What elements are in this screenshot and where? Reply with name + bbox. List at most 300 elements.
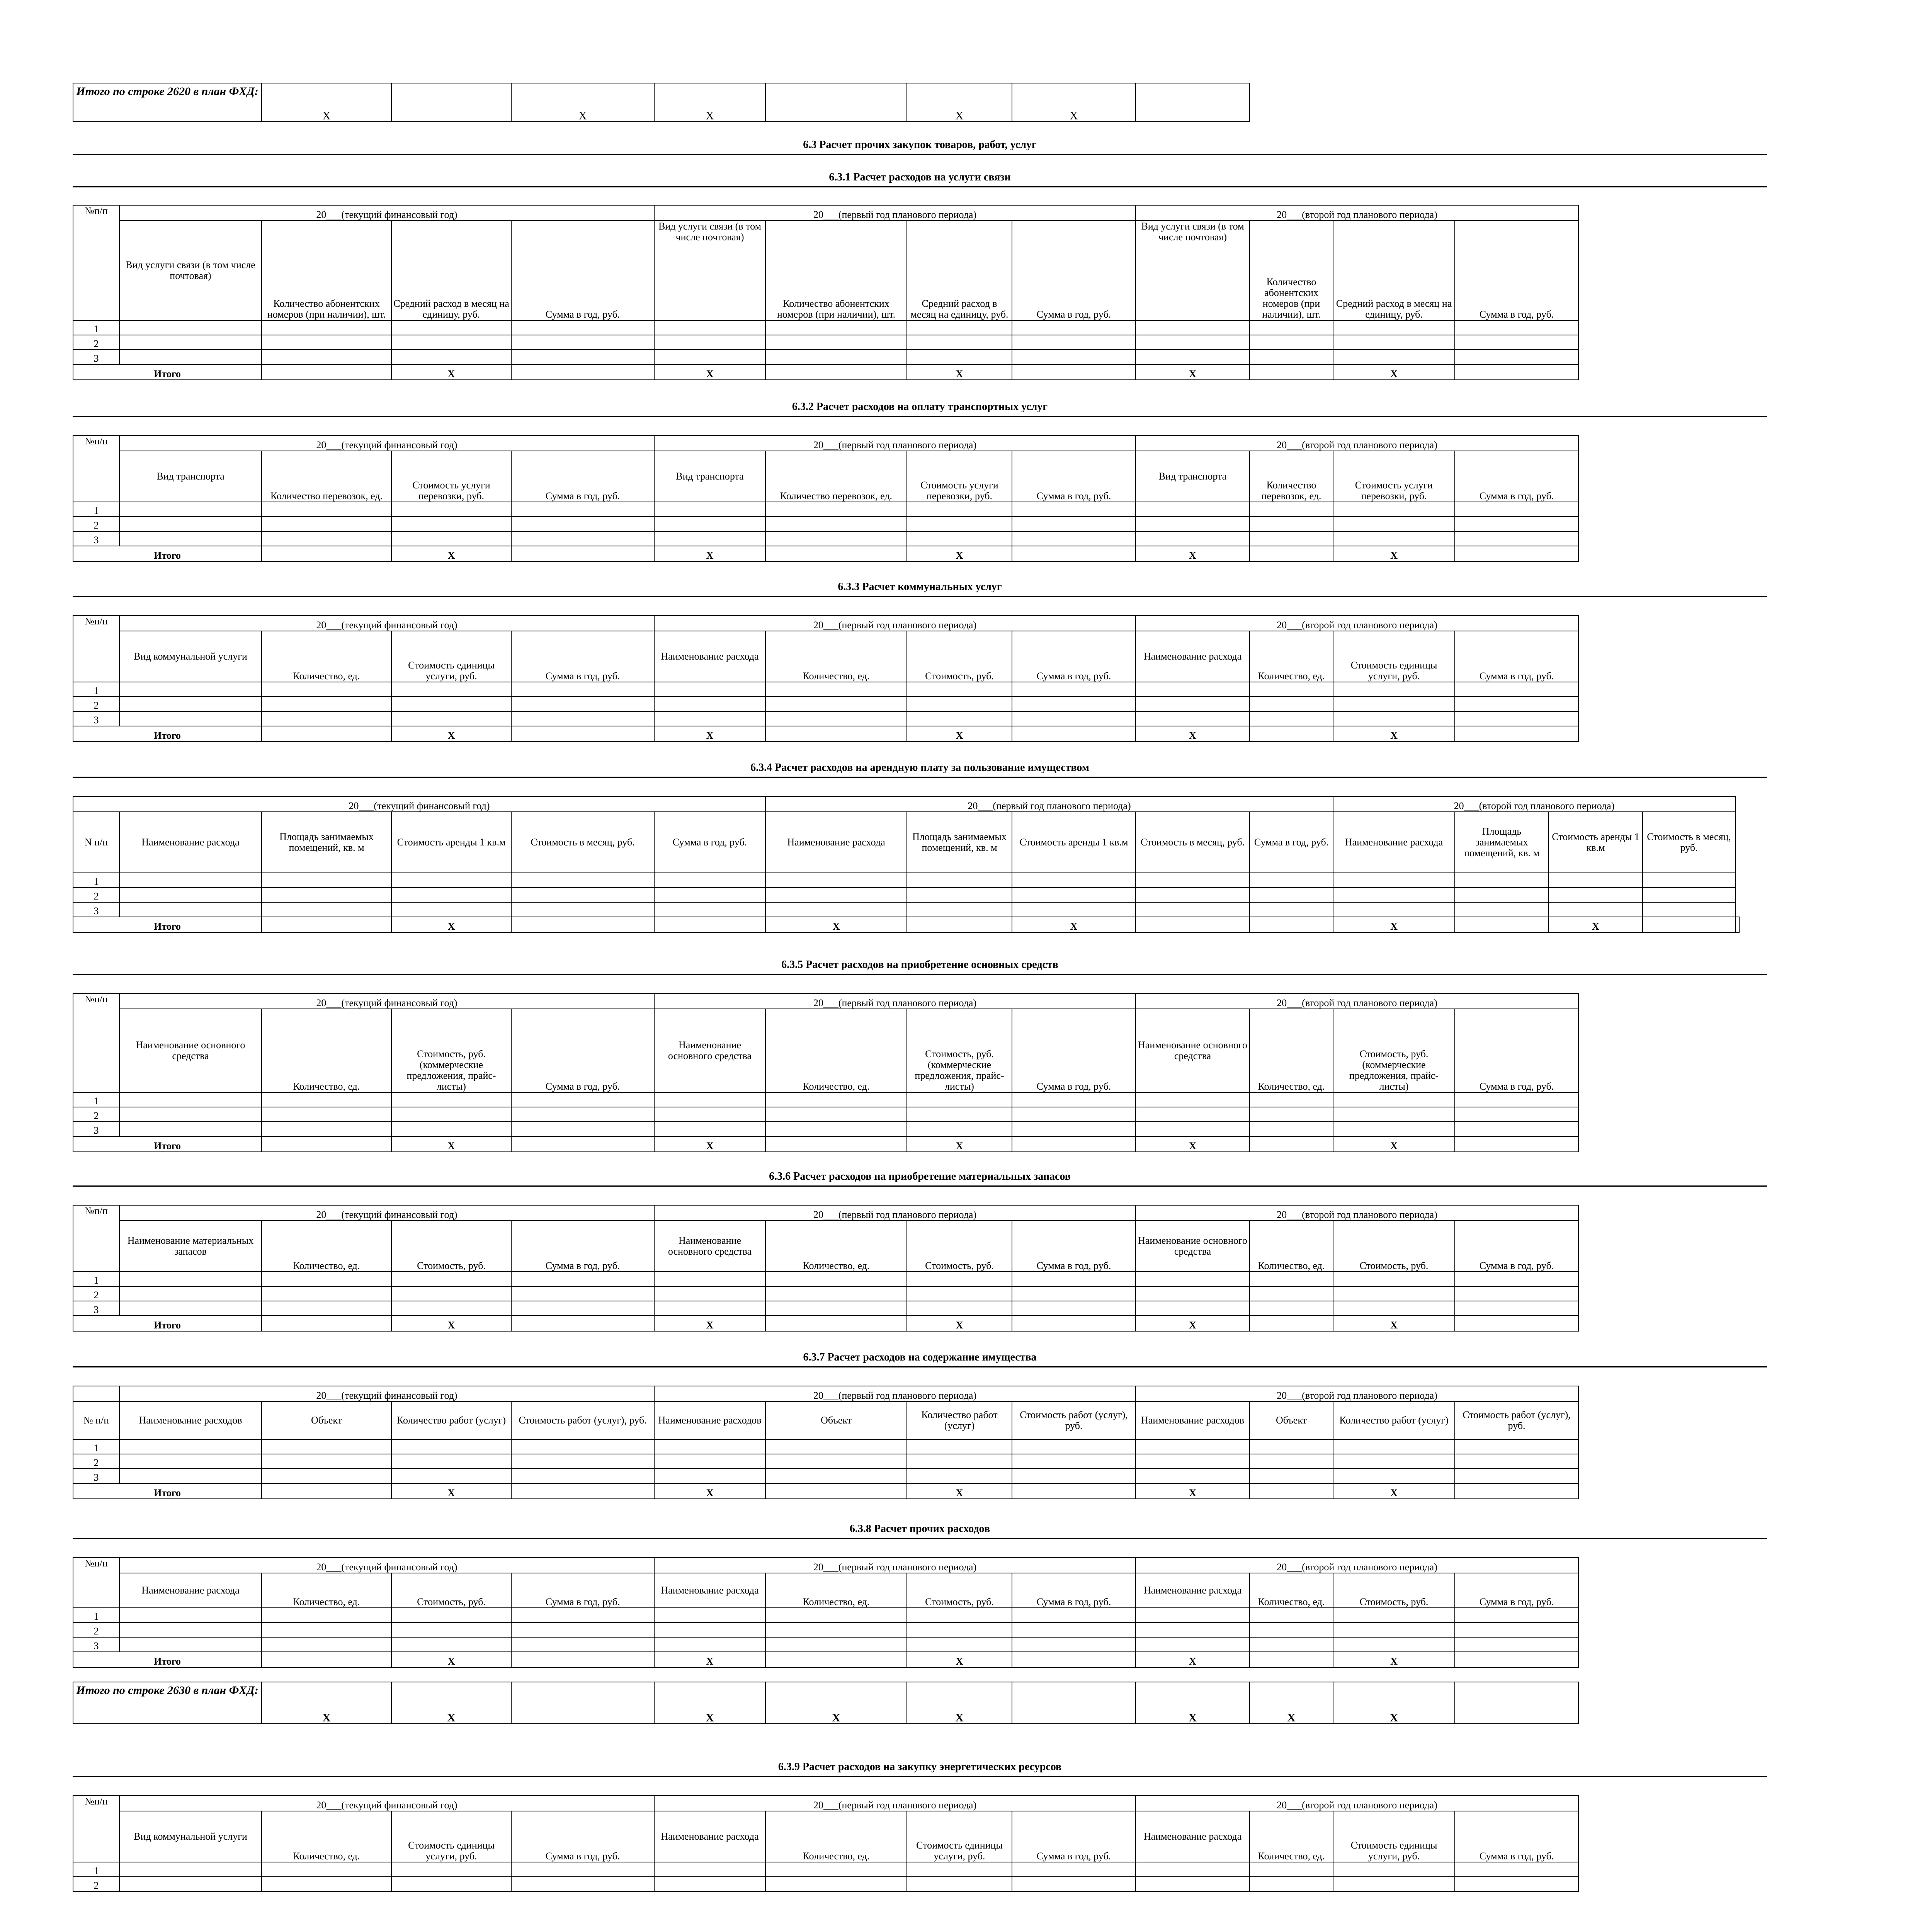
total-cell (511, 1316, 654, 1331)
total-cell: X (907, 726, 1012, 742)
col-header: Количество работ (услуг) (1333, 1401, 1455, 1439)
col-header: Вид услуги связи (в том числе почтовая) (119, 221, 262, 320)
col-num: № п/п (73, 1401, 119, 1439)
total-label: Итого (73, 1316, 262, 1331)
total-cell: X (1333, 1483, 1455, 1499)
col-header: Стоимость, руб. (коммерческие предложения, прайс-листы) (391, 1009, 511, 1092)
col-header: Сумма в год, руб. (1455, 631, 1578, 682)
row-num: 3 (73, 531, 119, 546)
total-cell (1250, 1483, 1333, 1499)
period-first: 20___(первый год планового периода) (654, 993, 1136, 1009)
period-first: 20___(первый год планового периода) (654, 1796, 1136, 1811)
table-6-3-5 (73, 993, 1579, 1152)
col-header: Количество, ед. (765, 1009, 907, 1092)
total-cell (1735, 917, 1739, 932)
row-num: 2 (73, 697, 119, 711)
col-header: Стоимость, руб. (391, 1221, 511, 1272)
total-2620-cell: X (907, 83, 1012, 122)
total-cell: X (654, 546, 765, 561)
total-2630-cell: X (262, 1682, 391, 1724)
total-2620-cell: X (511, 83, 654, 122)
col-header: Сумма в год, руб. (511, 1573, 654, 1608)
col-header: Объект (1250, 1401, 1333, 1439)
col-header: Стоимость, руб. (391, 1573, 511, 1608)
col-header: Наименование расхода (119, 1573, 262, 1608)
col-header: Наименование расходов (1136, 1401, 1250, 1439)
section-6-3-5-title: 6.3.5 Расчет расходов на приобретение основных средств (73, 958, 1767, 975)
col-header: Количество, ед. (262, 631, 391, 682)
period-second: 20___(второй год планового периода) (1136, 1558, 1578, 1573)
total-2630-cell: X (1136, 1682, 1250, 1724)
row-num: 2 (73, 335, 119, 350)
total-2620-cell: X (1012, 83, 1136, 122)
row-num: 2 (73, 888, 119, 902)
row-num: 2 (73, 1107, 119, 1122)
total-cell: X (907, 364, 1012, 380)
col-header: Стоимость аренды 1 кв.м (1012, 812, 1136, 873)
total-2630-cell (511, 1682, 654, 1724)
total-2620-cell: X (262, 83, 391, 122)
col-header: Сумма в год, руб. (1012, 1811, 1136, 1862)
col-header: Наименование расхода (654, 1573, 765, 1608)
total-cell (1012, 364, 1136, 380)
col-header: Стоимость единицы услуги, руб. (1333, 631, 1455, 682)
table-6-3-4 (73, 796, 1740, 933)
period-first: 20___(первый год планового периода) (654, 1386, 1136, 1401)
col-header: Объект (765, 1401, 907, 1439)
total-cell: X (907, 1652, 1012, 1667)
period-current: 20___(текущий финансовый год) (119, 616, 654, 631)
total-2620-cell (765, 83, 907, 122)
col-header: Сумма в год, руб. (1455, 221, 1578, 320)
col-header: Количество, ед. (765, 1811, 907, 1862)
total-cell: X (654, 1483, 765, 1499)
col-header: Наименование основного средства (654, 1009, 765, 1092)
col-header: Сумма в год, руб. (1455, 1009, 1578, 1092)
table-6-3-3 (73, 615, 1579, 742)
col-header: Стоимость работ (услуг), руб. (511, 1401, 654, 1439)
row-num: 1 (73, 682, 119, 697)
col-header: Стоимость, руб. (907, 631, 1012, 682)
col-header: Сумма в год, руб. (1455, 451, 1578, 502)
row-num: 2 (73, 1454, 119, 1469)
table-6-3-9 (73, 1795, 1579, 1892)
total-2620-cell: X (654, 83, 765, 122)
table-6-3-1 (73, 205, 1579, 380)
row-num: 2 (73, 1622, 119, 1637)
col-header: Вид коммунальной услуги (119, 1811, 262, 1862)
col-header: Сумма в год, руб. (1012, 1573, 1136, 1608)
total-cell: X (907, 1136, 1012, 1152)
row-num: 1 (73, 502, 119, 517)
col-header: Количество, ед. (262, 1573, 391, 1608)
total-cell (262, 364, 391, 380)
col-num: №п/п (73, 205, 119, 320)
col-header: Наименование материальных запасов (119, 1221, 262, 1272)
total-label: Итого (73, 1136, 262, 1152)
col-header: Стоимость в месяц, руб. (1136, 812, 1250, 873)
col-header: Стоимость единицы услуги, руб. (1333, 1811, 1455, 1862)
col-header: Количество, ед. (765, 1573, 907, 1608)
total-cell (1250, 1652, 1333, 1667)
col-header: Наименование расходов (654, 1401, 765, 1439)
col-header: Стоимость, руб. (1333, 1221, 1455, 1272)
period-current: 20___(текущий финансовый год) (119, 1205, 654, 1221)
total-cell: X (1136, 1136, 1250, 1152)
total-cell: X (391, 1136, 511, 1152)
col-header: Количество, ед. (765, 1221, 907, 1272)
col-header: Количество, ед. (1250, 1221, 1333, 1272)
col-header: Наименование расхода (654, 1811, 765, 1862)
total-2630-cell: X (1250, 1682, 1333, 1724)
period-current: 20___(текущий финансовый год) (119, 205, 654, 221)
total-2620-cell (391, 83, 511, 122)
total-cell: X (1333, 917, 1455, 932)
col-header: Стоимость, руб. (коммерческие предложения, прайс-листы) (1333, 1009, 1455, 1092)
col-header: Стоимость, руб. (1333, 1573, 1455, 1608)
total-cell: X (654, 364, 765, 380)
row-num: 1 (73, 1608, 119, 1622)
col-header: Сумма в год, руб. (511, 1009, 654, 1092)
total-cell (907, 917, 1012, 932)
table-6-3-7 (73, 1386, 1579, 1499)
col-header: Стоимость, руб. (907, 1221, 1012, 1272)
total-cell: X (1012, 917, 1136, 932)
col-header: Количество перевозок, ед. (765, 451, 907, 502)
col-header: Количество, ед. (1250, 1009, 1333, 1092)
period-current: 20___(текущий финансовый год) (73, 796, 765, 812)
col-header: Стоимость работ (услуг), руб. (1455, 1401, 1578, 1439)
total-cell: X (391, 1316, 511, 1331)
total-cell (1012, 1316, 1136, 1331)
col-header: Сумма в год, руб. (511, 221, 654, 320)
col-header: Стоимость, руб. (коммерческие предложения, прайс-листы) (907, 1009, 1012, 1092)
total-cell: X (907, 1316, 1012, 1331)
col-header: Стоимость работ (услуг), руб. (1012, 1401, 1136, 1439)
period-first: 20___(первый год планового периода) (654, 1558, 1136, 1573)
row-num: 3 (73, 350, 119, 364)
col-header: Стоимость услуги перевозки, руб. (907, 451, 1012, 502)
total-cell (765, 726, 907, 742)
total-cell (511, 1136, 654, 1152)
col-header: Наименование расхода (654, 631, 765, 682)
total-cell: X (391, 546, 511, 561)
total-cell: X (1333, 726, 1455, 742)
col-header: Сумма в год, руб. (1012, 631, 1136, 682)
section-6-3-title: 6.3 Расчет прочих закупок товаров, работ, услуг (73, 138, 1767, 155)
col-header: Сумма в год, руб. (511, 451, 654, 502)
col-header: Количество, ед. (765, 631, 907, 682)
col-num: №п/п (73, 616, 119, 682)
col-header: Объект (262, 1401, 391, 1439)
col-header: Площадь занимаемых помещений, кв. м (1455, 812, 1549, 873)
col-num: №п/п (73, 1558, 119, 1608)
total-cell: X (654, 726, 765, 742)
col-header: Наименование основного средства (654, 1221, 765, 1272)
row-num: 3 (73, 1122, 119, 1136)
total-label: Итого (73, 726, 262, 742)
col-header: Сумма в год, руб. (1012, 221, 1136, 320)
total-2630-cell: X (765, 1682, 907, 1724)
col-header: Стоимость, руб. (907, 1573, 1012, 1608)
col-header: Вид услуги связи (в том числе почтовая) (654, 221, 765, 320)
period-second: 20___(второй год планового периода) (1136, 1796, 1578, 1811)
total-2630-table (73, 1682, 1579, 1724)
period-second: 20___(второй год планового периода) (1136, 616, 1578, 631)
row-num: 1 (73, 873, 119, 888)
period-first: 20___(первый год планового периода) (654, 616, 1136, 631)
total-cell (765, 546, 907, 561)
section-6-3-3-title: 6.3.3 Расчет коммунальных услуг (73, 580, 1767, 597)
total-cell (765, 364, 907, 380)
total-cell (1643, 917, 1735, 932)
section-6-3-9-title: 6.3.9 Расчет расходов на закупку энергетических ресурсов (73, 1760, 1767, 1777)
col-header: Наименование расхода (1136, 1573, 1250, 1608)
col-header: Наименование основного средства (1136, 1009, 1250, 1092)
col-header: Количество перевозок, ед. (1250, 451, 1333, 502)
col-header: Вид транспорта (654, 451, 765, 502)
col-num: №п/п (73, 993, 119, 1092)
period-current: 20___(текущий финансовый год) (119, 993, 654, 1009)
total-label: Итого (73, 1652, 262, 1667)
col-num-spacer (73, 1386, 119, 1401)
total-cell: X (1333, 1652, 1455, 1667)
total-cell (1250, 1136, 1333, 1152)
total-cell (262, 917, 391, 932)
total-cell (1012, 546, 1136, 561)
col-header: Стоимость услуги перевозки, руб. (1333, 451, 1455, 502)
total-cell (765, 1483, 907, 1499)
total-2630-cell: X (907, 1682, 1012, 1724)
col-header: Сумма в год, руб. (1455, 1573, 1578, 1608)
col-num: №п/п (73, 1205, 119, 1272)
total-cell (1455, 546, 1578, 561)
col-num: №п/п (73, 1796, 119, 1862)
total-2620-label: Итого по строке 2620 в план ФХД: (73, 83, 262, 122)
total-2620-cell (1136, 83, 1250, 122)
row-num: 3 (73, 1469, 119, 1483)
period-first: 20___(первый год планового периода) (765, 796, 1333, 812)
col-header: Сумма в год, руб. (654, 812, 765, 873)
col-header: Количество работ (услуг) (391, 1401, 511, 1439)
total-cell: X (1136, 546, 1250, 561)
total-cell (1136, 917, 1250, 932)
col-header: Сумма в год, руб. (1250, 812, 1333, 873)
col-header: Вид коммунальной услуги (119, 631, 262, 682)
total-cell (511, 1483, 654, 1499)
total-cell: X (1549, 917, 1643, 932)
table-6-3-6 (73, 1205, 1579, 1332)
total-cell (1250, 546, 1333, 561)
col-header: Наименование расхода (1136, 631, 1250, 682)
total-cell: X (391, 1652, 511, 1667)
total-2630-cell: X (1333, 1682, 1455, 1724)
total-cell: X (391, 917, 511, 932)
total-cell (1455, 726, 1578, 742)
total-cell: X (907, 546, 1012, 561)
col-header: Сумма в год, руб. (1012, 1221, 1136, 1272)
total-cell: X (1136, 1316, 1250, 1331)
col-num: N п/п (73, 812, 119, 873)
total-cell: X (654, 1652, 765, 1667)
total-cell (1455, 1136, 1578, 1152)
col-header: Средний расход в месяц на единицу, руб. (907, 221, 1012, 320)
total-cell: X (1136, 364, 1250, 380)
total-cell (765, 1316, 907, 1331)
total-cell (1012, 726, 1136, 742)
col-header: Наименование основного средства (119, 1009, 262, 1092)
col-header: Вид транспорта (119, 451, 262, 502)
total-cell: X (391, 364, 511, 380)
total-cell (1455, 1483, 1578, 1499)
row-num: 3 (73, 902, 119, 917)
period-first: 20___(первый год планового периода) (654, 205, 1136, 221)
col-header: Количество, ед. (262, 1221, 391, 1272)
period-first: 20___(первый год планового периода) (654, 1205, 1136, 1221)
total-cell (262, 726, 391, 742)
col-header: Площадь занимаемых помещений, кв. м (907, 812, 1012, 873)
total-cell (1455, 1316, 1578, 1331)
total-cell: X (1333, 1136, 1455, 1152)
section-6-3-6-title: 6.3.6 Расчет расходов на приобретение материальных запасов (73, 1170, 1767, 1187)
total-cell (262, 1316, 391, 1331)
table-6-3-8 (73, 1557, 1579, 1668)
col-header: Сумма в год, руб. (511, 1221, 654, 1272)
period-second: 20___(второй год планового периода) (1136, 435, 1578, 451)
total-cell: X (1333, 364, 1455, 380)
total-cell: X (1136, 1483, 1250, 1499)
col-header: Стоимость в месяц, руб. (1643, 812, 1735, 873)
total-cell (1250, 364, 1333, 380)
total-cell (511, 364, 654, 380)
col-header: Наименование расхода (765, 812, 907, 873)
col-header: Стоимость единицы услуги, руб. (391, 1811, 511, 1862)
col-header: Стоимость аренды 1 кв.м (1549, 812, 1643, 873)
col-header: Стоимость единицы услуги, руб. (907, 1811, 1012, 1862)
total-cell (1012, 1652, 1136, 1667)
col-header: Стоимость единицы услуги, руб. (391, 631, 511, 682)
total-cell: X (1136, 1652, 1250, 1667)
total-cell: X (765, 917, 907, 932)
col-header: Количество абонентских номеров (при наличии), шт. (1250, 221, 1333, 320)
col-header: Сумма в год, руб. (1012, 1009, 1136, 1092)
total-cell (262, 1483, 391, 1499)
total-cell (511, 726, 654, 742)
period-second: 20___(второй год планового периода) (1136, 993, 1578, 1009)
total-cell (765, 1652, 907, 1667)
row-num: 1 (73, 1092, 119, 1107)
col-header: Количество, ед. (1250, 1573, 1333, 1608)
total-2620-table (73, 83, 1250, 122)
col-header: Стоимость услуги перевозки, руб. (391, 451, 511, 502)
total-cell (1250, 1316, 1333, 1331)
col-header: Количество, ед. (262, 1811, 391, 1862)
total-cell: X (391, 1483, 511, 1499)
col-header: Вид транспорта (1136, 451, 1250, 502)
total-cell (1455, 917, 1549, 932)
total-label: Итого (73, 364, 262, 380)
section-6-3-7-title: 6.3.7 Расчет расходов на содержание имущества (73, 1351, 1767, 1367)
row-num: 2 (73, 1286, 119, 1301)
col-num: №п/п (73, 435, 119, 502)
col-header: Средний расход в месяц на единицу, руб. (1333, 221, 1455, 320)
period-second: 20___(второй год планового периода) (1136, 1386, 1578, 1401)
total-2630-label: Итого по строке 2630 в план ФХД: (73, 1682, 262, 1724)
total-cell: X (1333, 546, 1455, 561)
col-header: Наименование расхода (119, 812, 262, 873)
total-cell (1012, 1136, 1136, 1152)
col-header: Количество, ед. (1250, 631, 1333, 682)
total-cell: X (654, 1316, 765, 1331)
total-2630-cell: X (391, 1682, 511, 1724)
total-cell: X (1333, 1316, 1455, 1331)
total-cell (1455, 1652, 1578, 1667)
total-cell (511, 1652, 654, 1667)
total-label: Итого (73, 917, 262, 932)
row-num: 2 (73, 517, 119, 531)
row-num: 1 (73, 1439, 119, 1454)
total-cell (765, 1136, 907, 1152)
period-current: 20___(текущий финансовый год) (119, 1796, 654, 1811)
total-cell (1250, 726, 1333, 742)
period-first: 20___(первый год планового периода) (654, 435, 1136, 451)
col-header: Стоимость аренды 1 кв.м (391, 812, 511, 873)
total-cell (1012, 1483, 1136, 1499)
table-6-3-2 (73, 435, 1579, 562)
section-6-3-4-title: 6.3.4 Расчет расходов на арендную плату за пользование имуществом (73, 761, 1767, 778)
row-num: 2 (73, 1877, 119, 1891)
period-second: 20___(второй год планового периода) (1136, 1205, 1578, 1221)
total-cell (511, 917, 654, 932)
total-label: Итого (73, 546, 262, 561)
col-header: Сумма в год, руб. (1455, 1221, 1578, 1272)
col-header: Вид услуги связи (в том числе почтовая) (1136, 221, 1250, 320)
section-6-3-1-title: 6.3.1 Расчет расходов на услуги связи (73, 171, 1767, 187)
col-header: Сумма в год, руб. (511, 1811, 654, 1862)
row-num: 1 (73, 320, 119, 335)
col-header: Количество абонентских номеров (при наличии), шт. (262, 221, 391, 320)
col-header: Стоимость в месяц, руб. (511, 812, 654, 873)
col-header: Количество перевозок, ед. (262, 451, 391, 502)
total-cell (262, 1136, 391, 1152)
period-current: 20___(текущий финансовый год) (119, 1386, 654, 1401)
col-header: Наименование расхода (1136, 1811, 1250, 1862)
col-header: Количество абонентских номеров (при наличии), шт. (765, 221, 907, 320)
row-num: 1 (73, 1272, 119, 1286)
total-cell (1455, 364, 1578, 380)
total-cell: X (907, 1483, 1012, 1499)
total-2630-cell (1455, 1682, 1578, 1724)
col-header: Наименование основного средства (1136, 1221, 1250, 1272)
total-cell: X (654, 1136, 765, 1152)
col-header: Наименование расходов (119, 1401, 262, 1439)
period-second: 20___(второй год планового периода) (1333, 796, 1735, 812)
col-header: Средний расход в месяц на единицу, руб. (391, 221, 511, 320)
total-2630-cell (1012, 1682, 1136, 1724)
period-current: 20___(текущий финансовый год) (119, 1558, 654, 1573)
col-header: Сумма в год, руб. (511, 631, 654, 682)
total-label: Итого (73, 1483, 262, 1499)
col-header: Количество, ед. (1250, 1811, 1333, 1862)
total-cell (654, 917, 765, 932)
row-num: 3 (73, 1637, 119, 1652)
row-num: 1 (73, 1862, 119, 1877)
col-header: Количество работ (услуг) (907, 1401, 1012, 1439)
total-cell: X (391, 726, 511, 742)
total-2630-cell: X (654, 1682, 765, 1724)
row-num: 3 (73, 1301, 119, 1316)
total-cell (1250, 917, 1333, 932)
